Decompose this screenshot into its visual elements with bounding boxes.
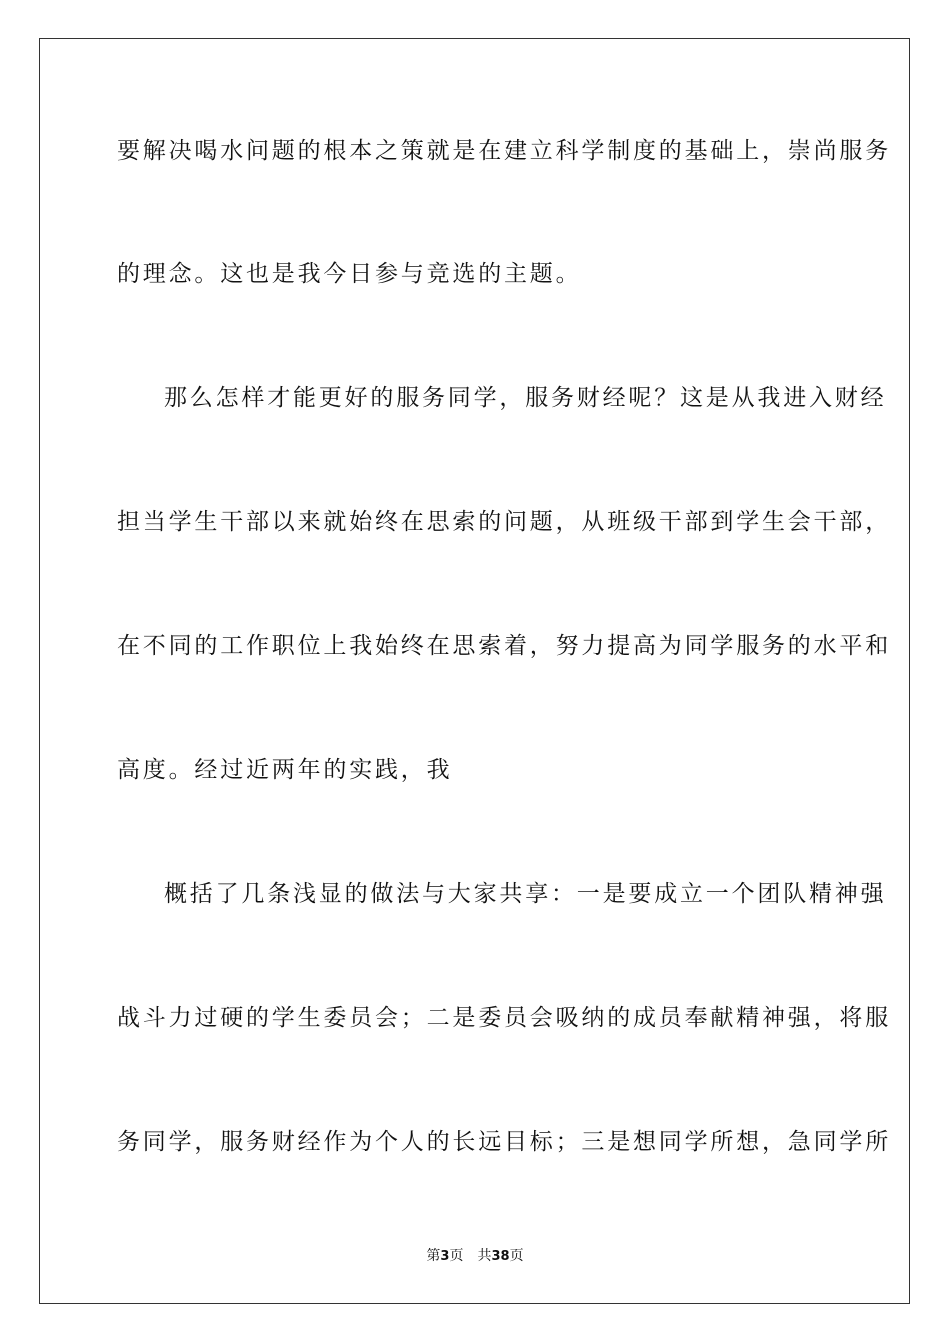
page-number: 3	[440, 1249, 450, 1264]
text-line-5: 在不同的工作职位上我始终在思索着，努力提高为同学服务的水平和	[117, 633, 891, 659]
page-suffix: 页	[449, 1248, 464, 1264]
total-prefix: 共	[477, 1248, 492, 1264]
text-line-1: 要解决喝水问题的根本之策就是在建立科学制度的基础上，崇尚服务	[117, 138, 891, 164]
page-footer	[0, 1246, 950, 1267]
text-line-8: 战斗力过硬的学生委员会；二是委员会吸纳的成员奉献精神强，将服	[117, 1005, 891, 1031]
text-line-2: 的理念。这也是我今日参与竞选的主题。	[117, 261, 582, 287]
page-prefix: 第	[426, 1248, 441, 1264]
text-line-3: 那么怎样才能更好的服务同学，服务财经呢？这是从我进入财经	[164, 385, 887, 411]
text-line-4: 担当学生干部以来就始终在思索的问题，从班级干部到学生会干部，	[117, 509, 891, 535]
total-suffix: 页	[509, 1248, 524, 1264]
text-line-6: 高度。经过近两年的实践，我	[117, 757, 453, 783]
total-pages: 38	[491, 1249, 510, 1264]
text-line-9: 务同学，服务财经作为个人的长远目标；三是想同学所想，急同学所	[117, 1129, 891, 1155]
text-line-7: 概括了几条浅显的做法与大家共享：一是要成立一个团队精神强	[164, 881, 887, 907]
page-border	[39, 38, 910, 1304]
